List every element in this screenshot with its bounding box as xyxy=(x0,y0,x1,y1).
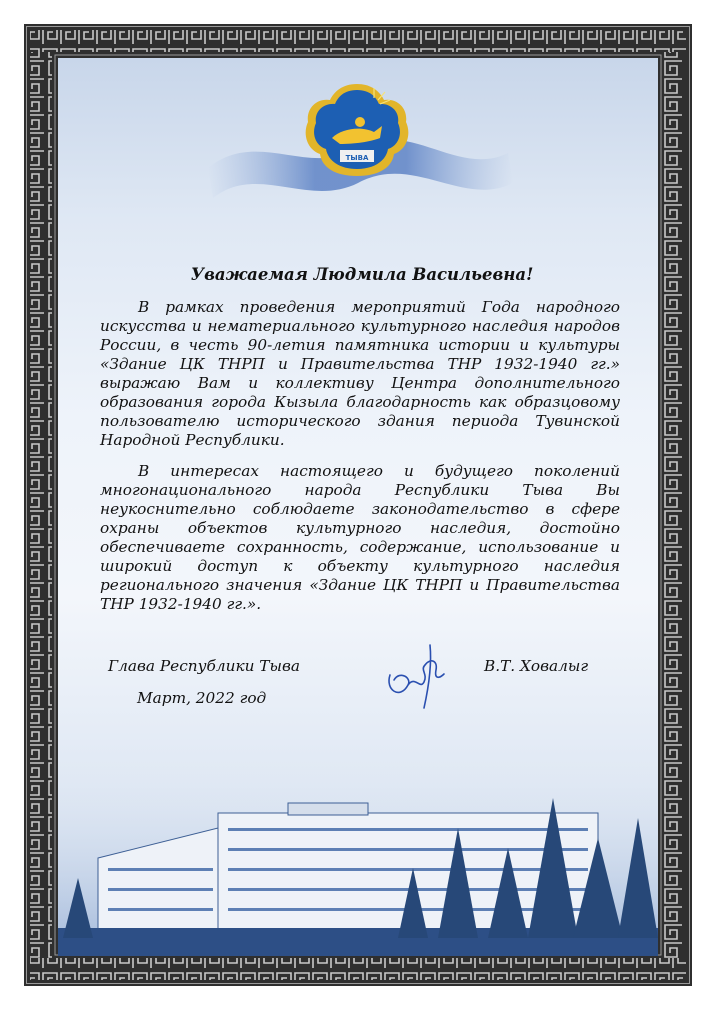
signer-title: Глава Республики Тыва xyxy=(108,657,300,675)
greeting: Уважаемая Людмила Васильевна! xyxy=(190,265,534,284)
paragraph-2-text: В интересах настоящего и будущего поколений многонационального народа Республики Тыва Вы неукоснительно соблюдаете законодательство в сфере охраны объектов культурного наследия, достойно обеспечиваете сохранность, содержание, использование и широкий доступ к объекту культурного наследия регионального значения «Здание ЦК ТНРП и Правительства ТНР 1932-1940 гг.». xyxy=(100,462,620,613)
tuva-coat-of-arms xyxy=(302,80,412,180)
paragraph-1-text: В рамках проведения мероприятий Года народного искусства и нематериального культурного наследия народов России, в честь 90-летия памятника истории и культуры «Здание ЦК ТНРП и Правительства ТНР 1932-1940 гг.» выражаю Вам и коллективу Центра дополнительного образования города Кызыла благодарность как образцовому пользователю исторического здания периода Тувинской Народной Республики. xyxy=(100,298,620,449)
emblem-label: ТЫВА xyxy=(345,154,369,162)
handwritten-signature xyxy=(380,630,460,710)
letter-date: Март, 2022 год xyxy=(137,689,267,707)
letter-body-paragraph-2 xyxy=(100,462,620,614)
letter-body-paragraph-1 xyxy=(100,298,620,450)
signer-name: В.Т. Ховалыг xyxy=(484,657,589,675)
